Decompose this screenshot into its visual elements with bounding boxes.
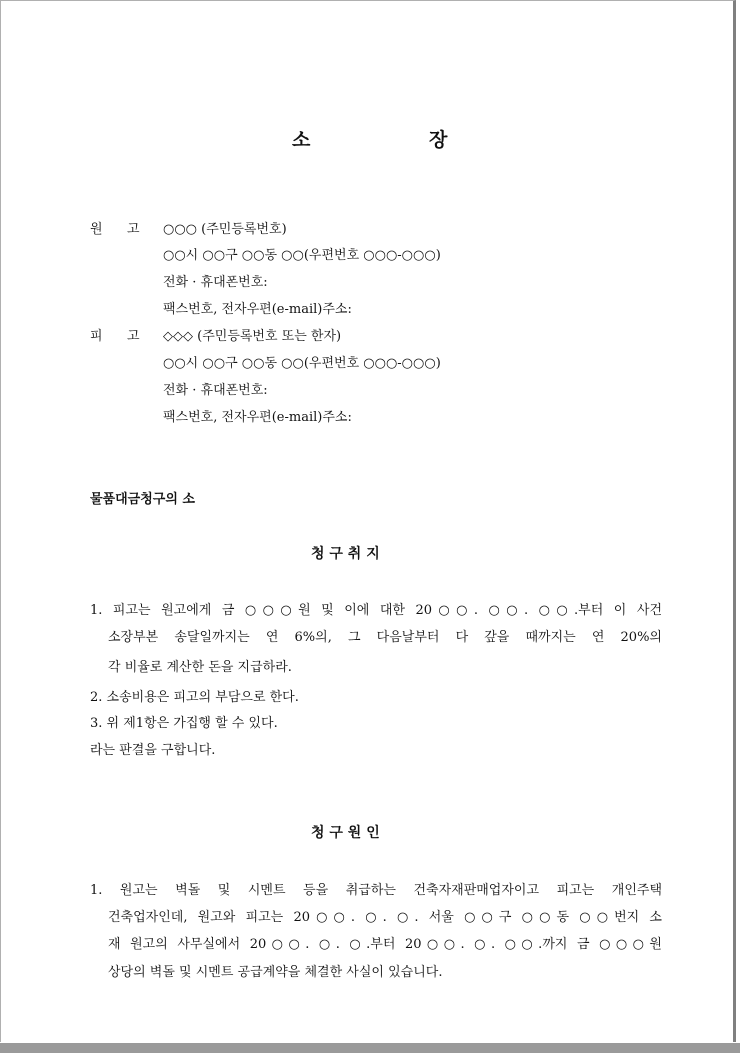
claim-purpose-item-1-line-1: 1. 피고는 원고에게 금 ○○○원 및 이에 대한 20○○. ○○. ○○.부터 이 사건 <box>90 603 662 618</box>
title-left-char: 소 <box>292 129 311 151</box>
claim-purpose-item-1-cont <box>108 626 662 645</box>
plaintiff-name: ○○○ (주민등록번호) <box>163 222 287 237</box>
page-bottom-shadow <box>0 1043 740 1053</box>
plaintiff-label-b: 고 <box>127 222 140 237</box>
plaintiff-phone: 전화 · 휴대폰번호: <box>163 275 268 290</box>
claim-cause-item-1-cont-2 <box>108 933 662 952</box>
claim-purpose-item-1-line-2: 소장부본 송달일까지는 연 6%의, 그 다음날부터 다 갚을 때까지는 연 20%의 <box>108 630 662 645</box>
claim-purpose-item-1 <box>90 599 662 618</box>
claim-purpose-item-1-line-3: 각 비율로 계산한 돈을 지급하라. <box>108 660 292 675</box>
claim-cause-item-1-line-1: 1. 원고는 벽돌 및 시멘트 등을 취급하는 건축자재판매업자이고 피고는 개인주택 <box>90 883 662 898</box>
claim-cause-item-1-line-3: 재 원고의 사무실에서 20○○. ○. ○.부터 20○○. ○. ○○.까지 금 ○○○원 <box>108 937 662 952</box>
plaintiff-label-a: 원 <box>90 222 103 237</box>
defendant-name: ◇◇◇ (주민등록번호 또는 한자) <box>163 329 342 344</box>
claim-cause-item-1 <box>90 879 662 898</box>
defendant-address: ○○시 ○○구 ○○동 ○○(우편번호 ○○○-○○○) <box>163 356 441 371</box>
claim-purpose-closing: 라는 판결을 구합니다. <box>90 743 216 758</box>
claim-cause-heading: 청 구 원 인 <box>311 825 380 841</box>
plaintiff-address: ○○시 ○○구 ○○동 ○○(우편번호 ○○○-○○○) <box>163 248 441 263</box>
claim-cause-item-1-cont-1 <box>108 906 662 925</box>
defendant-label-a: 피 <box>90 329 103 344</box>
plaintiff-fax-email: 팩스번호, 전자우편(e-mail)주소: <box>163 302 352 317</box>
claim-cause-item-1-line-2: 건축업자인데, 원고와 피고는 20○○. ○. ○. 서울 ○○구 ○○동 ○○번지 소 <box>108 910 662 925</box>
defendant-phone: 전화 · 휴대폰번호: <box>163 383 268 398</box>
claim-purpose-item-3: 3. 위 제1항은 가집행 할 수 있다. <box>90 716 278 731</box>
claim-cause-item-1-line-4: 상당의 벽돌 및 시멘트 공급계약을 체결한 사실이 있습니다. <box>108 965 443 980</box>
claim-purpose-item-2: 2. 소송비용은 피고의 부담으로 한다. <box>90 690 299 705</box>
claim-purpose-heading: 청 구 취 지 <box>311 546 380 562</box>
defendant-fax-email: 팩스번호, 전자우편(e-mail)주소: <box>163 410 352 425</box>
defendant-label-b: 고 <box>127 329 140 344</box>
title-right-char: 장 <box>429 129 448 151</box>
case-name: 물품대금청구의 소 <box>90 492 195 507</box>
